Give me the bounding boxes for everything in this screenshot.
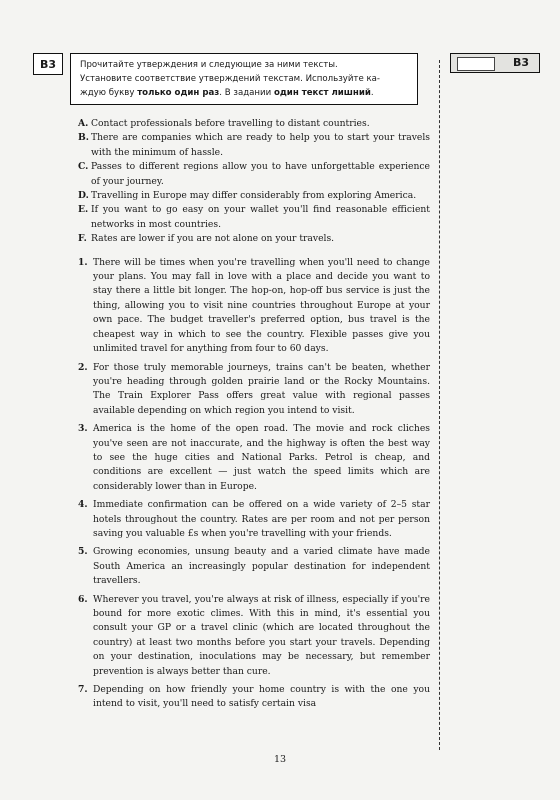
instruction-box: [70, 53, 418, 105]
statement-letter: A.: [78, 118, 89, 129]
text-body: Wherever you travel, you're always at risk of illness, especially if you're bound for more exotic climes. With this in mind, it's essential you consult your GP or a travel clinic (which are located throughout the country) at least two months before you start your travels. Depending on your destination, inoculations may be necessary, but remember prevention is always better than cure.: [93, 593, 430, 677]
text-number: 3.: [78, 423, 88, 435]
statement-text: Passes to different regions allow you to have unforgettable experience of your journey.: [91, 161, 430, 187]
statement-item: [78, 160, 430, 189]
statement-text: If you want to go easy on your wallet you'll find reasonable efficient networks in most countries.: [91, 204, 430, 230]
text-item: [78, 683, 430, 712]
text-number: 7.: [78, 684, 88, 696]
text-item: [78, 256, 430, 357]
statement-text: There are companies which are ready to help you to start your travels with the minimum of hassle.: [91, 132, 430, 158]
statement-text: Rates are lower if you are not alone on your travels.: [91, 233, 335, 245]
text-body: For those truly memorable journeys, trains can't be beaten, whether you're heading through golden prairie land or the Rocky Mountains. The Train Explorer Pass offers great value with regional passes available depending on which region you intend to visit.: [93, 361, 430, 416]
statement-letter: C.: [78, 161, 89, 173]
page-number: 13: [273, 754, 287, 765]
text-body: Growing economies, unsung beauty and a varied climate have made South America an increasingly popular destination for independent travellers.: [93, 546, 430, 587]
instruction-emphasis: только один раз: [137, 88, 220, 98]
text-item: [78, 361, 430, 419]
statement-letter: E.: [78, 204, 89, 216]
cut-line: [439, 60, 440, 750]
statement-item: [78, 117, 430, 131]
text-item: [78, 545, 430, 588]
text-number: 1.: [78, 256, 88, 268]
text-number: 6.: [78, 593, 88, 605]
instruction-line: [80, 86, 411, 100]
statement-letter: B.: [78, 132, 89, 144]
answer-cell[interactable]: [457, 57, 495, 71]
statement-text: Travelling in Europe may differ considerably from exploring America.: [91, 190, 417, 202]
text-item: [78, 593, 430, 679]
statement-item: [78, 189, 430, 203]
text-number: 2.: [78, 361, 88, 373]
statement-list: [78, 117, 430, 247]
statement-letter: D.: [78, 190, 89, 202]
text-item: [78, 498, 430, 541]
text-body: There will be times when you're travelling when you'll need to change your plans. You may fall in love with a place and decide you want to stay there a little bit longer. The hop-on, hop-off bus service is just the thing, allowing you to visit nine countries throughout Europe at your own pace. The budget traveller's preferred option, bus travel is the cheapest way in which to see the country. Flexible passes give you unlimited travel for anything from four to 60 days.: [93, 256, 430, 355]
instruction-text: .: [370, 88, 374, 98]
statement-item: [78, 232, 430, 246]
statement-item: [78, 203, 430, 232]
text-body: Depending on how friendly your home country is with the one you intend to visit, you'll need to satisfy certain visa: [93, 684, 430, 710]
instruction-line: Прочитайте утверждения и следующие за ними тексты.: [80, 60, 338, 70]
instruction-text: . В задании: [219, 88, 274, 98]
text-body: Immediate confirmation can be offered on a wide variety of 2–5 star hotels throughout the country. Rates are per room and not per person saving you valuable £s when you're travelling with your friends.: [93, 499, 430, 539]
answer-tab: [450, 53, 540, 73]
answer-tab-label: B3: [512, 56, 529, 69]
task-label: B3: [33, 53, 63, 75]
instruction-emphasis: один текст лишний: [273, 88, 371, 98]
text-number: 4.: [78, 499, 88, 511]
task-content: [78, 117, 430, 716]
statement-item: [78, 131, 430, 160]
statement-text: Contact professionals before travelling to distant countries.: [91, 118, 370, 129]
text-item: [78, 422, 430, 494]
statement-letter: F.: [78, 233, 87, 245]
text-number: 5.: [78, 546, 88, 558]
text-body: America is the home of the open road. The movie and rock cliches you've seen are not inaccurate, and the highway is often the best way to see the huge cities and National Parks. Petrol is cheap, and conditions are excellent — just watch the speed limits which are considerably lower than in Europe.: [93, 423, 430, 492]
instruction-line: Установите соответствие утверждений текстам. Используйте ка-: [80, 74, 381, 84]
instruction-text: ждую букву: [80, 88, 138, 98]
